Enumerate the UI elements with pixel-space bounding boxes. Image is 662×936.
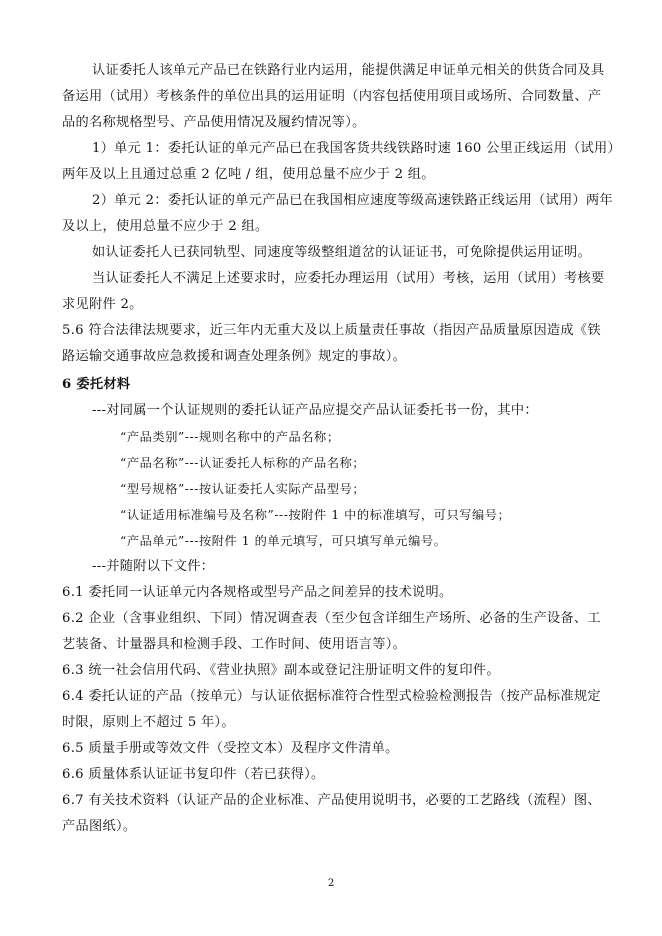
- clause-5-6: 5.6 符合法律法规要求，近三年内无重大及以上质量责任事故（指因产品质量原因造成《铁: [62, 323, 601, 338]
- text-line: 当认证委托人不满足上述要求时，应委托办理运用（试用）考核，运用（试用）考核要: [92, 271, 605, 286]
- list-item: “产品单元”---按附件 1 的单元填写，可只填写单元编号。: [120, 534, 447, 548]
- text-line: ---并随附以下文件：: [92, 559, 215, 574]
- text-line: 2）单元 2：委托认证的单元产品已在我国相应速度等级高速铁路正线运用（试用）两年: [92, 193, 613, 208]
- clause-6-2: 6.2 企业（含事业组织、下同）情况调查表（至少包含详细生产场所、必备的生产设备、工: [62, 611, 601, 626]
- text-line: 认证委托人该单元产品已在铁路行业内运用，能提供满足申证单元相关的供货合同及具: [92, 63, 605, 78]
- text-line: 时限，原则上不超过 5 年）。: [62, 715, 235, 730]
- clause-6-4: 6.4 委托认证的产品（按单元）与认证依据标准符合性型式检验检测报告（按产品标准规定: [62, 689, 601, 704]
- text-line: 及以上，使用总量不应少于 2 组。: [62, 219, 269, 234]
- text-line: 备运用（试用）考核条件的单位出具的运用证明（内容包括使用项目或场所、合同数量、产: [62, 89, 602, 104]
- page-number: 2: [327, 878, 335, 889]
- text-line: ---对同属一个认证规则的委托认证产品应提交产品认证委托书一份，其中：: [92, 403, 538, 418]
- list-item: “型号规格”---按认证委托人实际产品型号；: [120, 482, 366, 496]
- list-item: “产品名称”---认证委托人标称的产品名称；: [120, 456, 366, 470]
- text-line: 品的名称规格型号、产品使用情况及履约情况等）。: [62, 115, 366, 130]
- list-item: “产品类别”---规则名称中的产品名称；: [120, 430, 340, 444]
- list-item: “认证适用标准编号及名称”---按附件 1 中的标准填写，可只写编号；: [120, 508, 511, 522]
- text-line: 产品图纸）。: [62, 819, 137, 834]
- text-line: 求见附件 2。: [62, 297, 143, 312]
- text-line: 两年及以上且通过总重 2 亿吨 / 组，使用总量不应少于 2 组。: [62, 167, 435, 182]
- clause-6-5: 6.5 质量手册或等效文件（受控文本）及程序文件清单。: [62, 741, 399, 756]
- clause-6-6: 6.6 质量体系认证证书复印件（若已获得）。: [62, 767, 325, 782]
- section-heading: 6 委托材料: [62, 377, 131, 392]
- text-line: 1）单元 1：委托认证的单元产品已在我国客货共线铁路时速 160 公里正线运用（试用）: [92, 141, 621, 156]
- text-line: 如认证委托人已获同轨型、同速度等级整组道岔的认证证书，可免除提供运用证明。: [92, 245, 592, 260]
- clause-6-1: 6.1 委托同一认证单元内各规格或型号产品之间差异的技术说明。: [62, 585, 453, 600]
- clause-6-3: 6.3 统一社会信用代码、《营业执照》副本或登记注册证明文件的复印件。: [62, 663, 500, 678]
- text-line: 路运输交通事故应急救援和调查处理条例》规定的事故）。: [62, 349, 407, 364]
- text-line: 艺装备、计量器具和检测手段、工作时间、使用语言等）。: [62, 637, 407, 652]
- clause-6-7: 6.7 有关技术资料（认证产品的企业标准、产品使用说明书，必要的工艺路线（流程）图、: [62, 793, 601, 808]
